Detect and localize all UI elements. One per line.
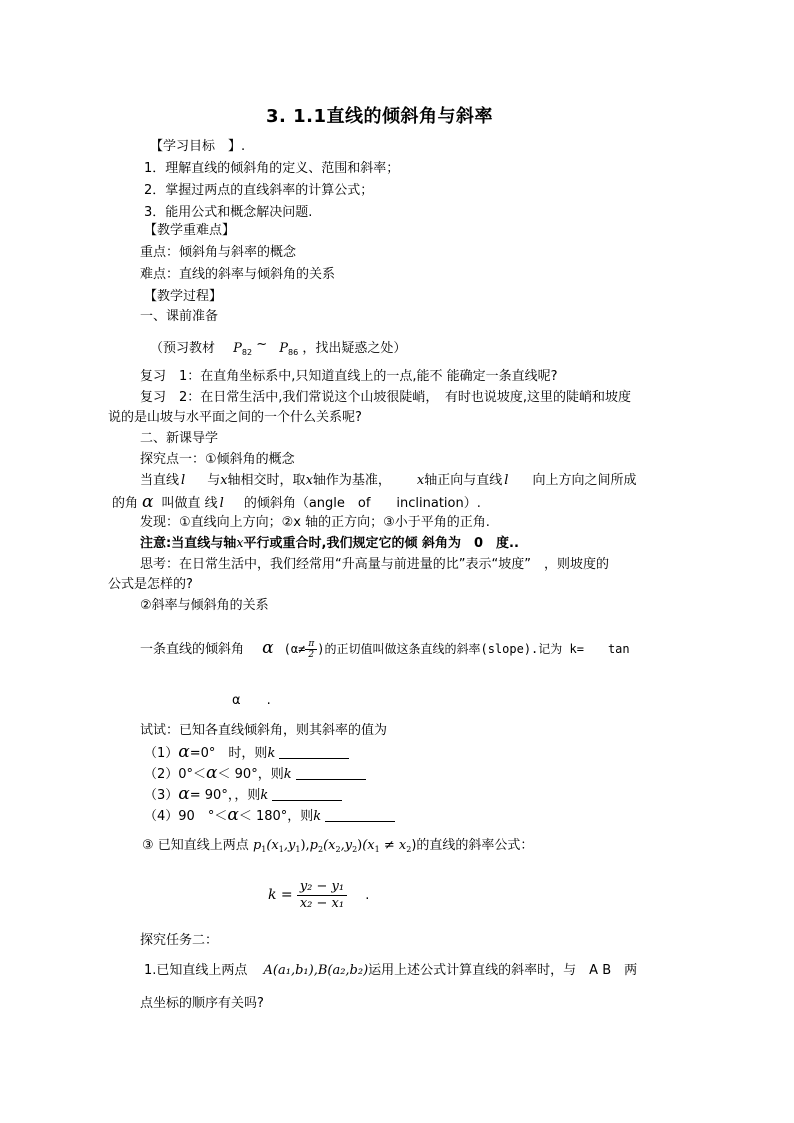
discover-line: 发现：①直线向上方向；②x 轴的正方向；③小于平角的正角. (140, 515, 490, 530)
p1-x-sub: 1 (278, 845, 284, 854)
try-4-prefix: （4）90 °＜ (144, 809, 228, 824)
p2-y: ,y (340, 838, 353, 853)
q1-text-b: 运用上述公式计算直线的斜率时，与 A B 两 (368, 963, 638, 978)
def-text-c: 轴相交时，取 (227, 473, 306, 488)
pi-over-two-fraction (305, 639, 317, 660)
try-1-k: k (267, 746, 276, 761)
try-1-prefix: （1） (144, 746, 179, 761)
def-text-g: 的角 (112, 496, 139, 511)
formula-numerator: y₂ − y₁ (297, 879, 347, 896)
cond-sub-1: 1 (374, 845, 380, 854)
slope-paren-open: (α≠ (283, 642, 306, 656)
fraction-two: 2 (308, 650, 315, 660)
slope-formula (268, 878, 369, 913)
formula-k: k = (268, 887, 293, 903)
slope-text-b: )的正切值叫做这条直线的斜率(slope).记为 k= tan (317, 642, 630, 656)
difficulty: 难点：直线的斜率与倾斜角的关系 (140, 267, 336, 282)
def-text-b: 与 (207, 473, 221, 488)
def-text-d: 轴作为基准， (312, 473, 391, 488)
try-2-prefix: （2）0°＜ (144, 767, 207, 782)
question-1-line-1 (144, 962, 637, 980)
try-item-3 (144, 785, 342, 805)
try-2-answer-blank[interactable] (296, 767, 366, 780)
p2-sub: 2 (317, 845, 324, 854)
preview-open: （预习教材 (150, 341, 216, 356)
p1-y: ,y (283, 838, 296, 853)
key-point: 重点：倾斜角与斜率的概念 (140, 245, 297, 260)
relation-heading: ②斜率与倾斜角的关系 (140, 598, 269, 613)
goal-item-1: 1．理解直线的倾斜角的定义、范围和斜率； (144, 161, 400, 176)
q1-points: A(a₁,b₁),B(a₂,b₂) (263, 963, 369, 978)
preview-p1: P (233, 341, 242, 356)
p1-close: ) (300, 838, 306, 853)
note-text-a: 注意:当直线与轴 (140, 536, 237, 551)
p2-y-sub: 2 (352, 845, 358, 854)
def-text-a: 当直线 (140, 473, 180, 488)
section-2-heading: 二、新课导学 (140, 431, 219, 446)
def-l-1: l (181, 473, 186, 488)
preview-p1-sub: 82 (241, 348, 253, 357)
review-2-line-2: 说的是山坡与水平面之间的一个什么关系呢? (108, 410, 362, 425)
def-x-1: x (220, 473, 228, 488)
review-1: 复习 1：在直角坐标系中,只知道直线上的一点,能不 能确定一条直线呢? (140, 369, 558, 384)
p2-x: (x (323, 838, 336, 853)
note-x: x (236, 536, 244, 551)
definition-line-2 (112, 493, 481, 513)
def-text-f: 向上方向之间所成 (532, 473, 637, 488)
p2-close: ) (357, 838, 363, 853)
try-item-2 (144, 764, 366, 784)
try-3-prefix: （3） (144, 788, 179, 803)
formula-intro-b: )的直线的斜率公式： (411, 838, 534, 853)
point-p1: p (252, 838, 262, 853)
try-3-answer-blank[interactable] (272, 788, 342, 801)
preview-p2: P (279, 341, 289, 356)
p1-y-sub: 1 (295, 845, 301, 854)
formula-intro-a: ③ 已知直线上两点 (142, 838, 249, 853)
slope-definition-tail: α . (232, 693, 271, 708)
formula-dot: . (365, 888, 370, 903)
def-l-3: l (219, 496, 224, 511)
slope-text-a: 一条直线的倾斜角 (140, 642, 245, 657)
try-2-text: ＜ 90°，则 (217, 767, 284, 782)
def-text-i: 的倾斜角（angle of inclination）. (243, 496, 481, 511)
preview-p2-sub: 86 (288, 348, 299, 357)
def-text-h: 叫做直 线 (161, 496, 218, 511)
points-comma: , (305, 838, 310, 853)
p2-x-sub: 2 (335, 845, 341, 854)
goal-item-2: 2．掌握过两点的直线斜率的计算公式； (144, 183, 374, 198)
task-2-heading: 探究任务二： (140, 933, 219, 948)
p1-x: (x (266, 838, 279, 853)
slope-alpha: α (262, 638, 274, 658)
slope-fraction (297, 879, 347, 912)
try-3-text: = 90°，，则 (189, 788, 261, 803)
try-3-k: k (260, 788, 269, 803)
try-2-alpha: α (206, 763, 218, 783)
cond-sub-2: 2 (406, 845, 412, 854)
think-line-1: 思考：在日常生活中，我们经常用“升高量与前进量的比”表示“坡度” ，则坡度的 (140, 557, 609, 572)
page-title: 3. 1.1直线的倾斜角与斜率 (266, 106, 494, 127)
p1-sub: 1 (261, 845, 267, 854)
try-4-k: k (313, 809, 322, 824)
try-1-text: =0° 时，则 (189, 746, 268, 761)
explore-1-heading: 探究点一：①倾斜角的概念 (140, 452, 295, 467)
note-line (140, 535, 519, 553)
cond-x: (x (362, 838, 375, 853)
definition-line-1 (140, 472, 636, 490)
formula-denominator: x₂ − x₁ (299, 896, 345, 911)
try-item-4 (144, 806, 395, 826)
question-1-line-2: 点坐标的顺序有关吗? (140, 996, 264, 1011)
cond-neq: ≠ x (379, 838, 407, 853)
try-4-alpha: α (227, 805, 239, 825)
slope-definition-line (140, 637, 630, 661)
try-2-k: k (283, 767, 292, 782)
try-4-answer-blank[interactable] (325, 809, 395, 822)
note-text-b: 平行或重合时,我们规定它的倾 斜角为 0 度.. (243, 536, 519, 551)
try-1-answer-blank[interactable] (279, 746, 349, 759)
goals-header: 【学习目标 】. (150, 139, 246, 154)
formula-intro-line (142, 837, 533, 859)
q1-text-a: 1.已知直线上两点 (144, 963, 248, 978)
try-4-text: ＜ 180°，则 (238, 809, 314, 824)
process-header: 【教学过程】 (144, 289, 223, 304)
preview-close: ，找出疑惑之处） (302, 341, 407, 356)
key-header: 【教学重难点】 (144, 223, 236, 238)
try-1-alpha: α (178, 742, 190, 762)
think-line-2: 公式是怎样的? (108, 577, 193, 592)
review-2-line-1: 复习 2：在日常生活中,我们常说这个山坡很陡峭， 有时也说坡度,这里的陡峭和坡度 (140, 390, 632, 405)
def-x-3: x (416, 473, 425, 488)
try-item-1 (144, 743, 349, 763)
fraction-pi: π (305, 639, 317, 650)
try-intro: 试试：已知各直线倾斜角，则其斜率的值为 (140, 723, 388, 738)
def-alpha: α (142, 492, 154, 512)
preview-line (150, 336, 406, 362)
def-text-e: 轴正向与直线 (424, 473, 503, 488)
try-3-alpha: α (178, 784, 190, 804)
point-p2: p (309, 838, 318, 853)
def-x-2: x (305, 473, 313, 488)
preview-tilde: ~ (256, 337, 268, 352)
section-1-heading: 一、课前准备 (140, 309, 219, 324)
goal-item-3: 3．能用公式和概念解决问题. (144, 205, 313, 220)
def-l-2: l (504, 473, 509, 488)
